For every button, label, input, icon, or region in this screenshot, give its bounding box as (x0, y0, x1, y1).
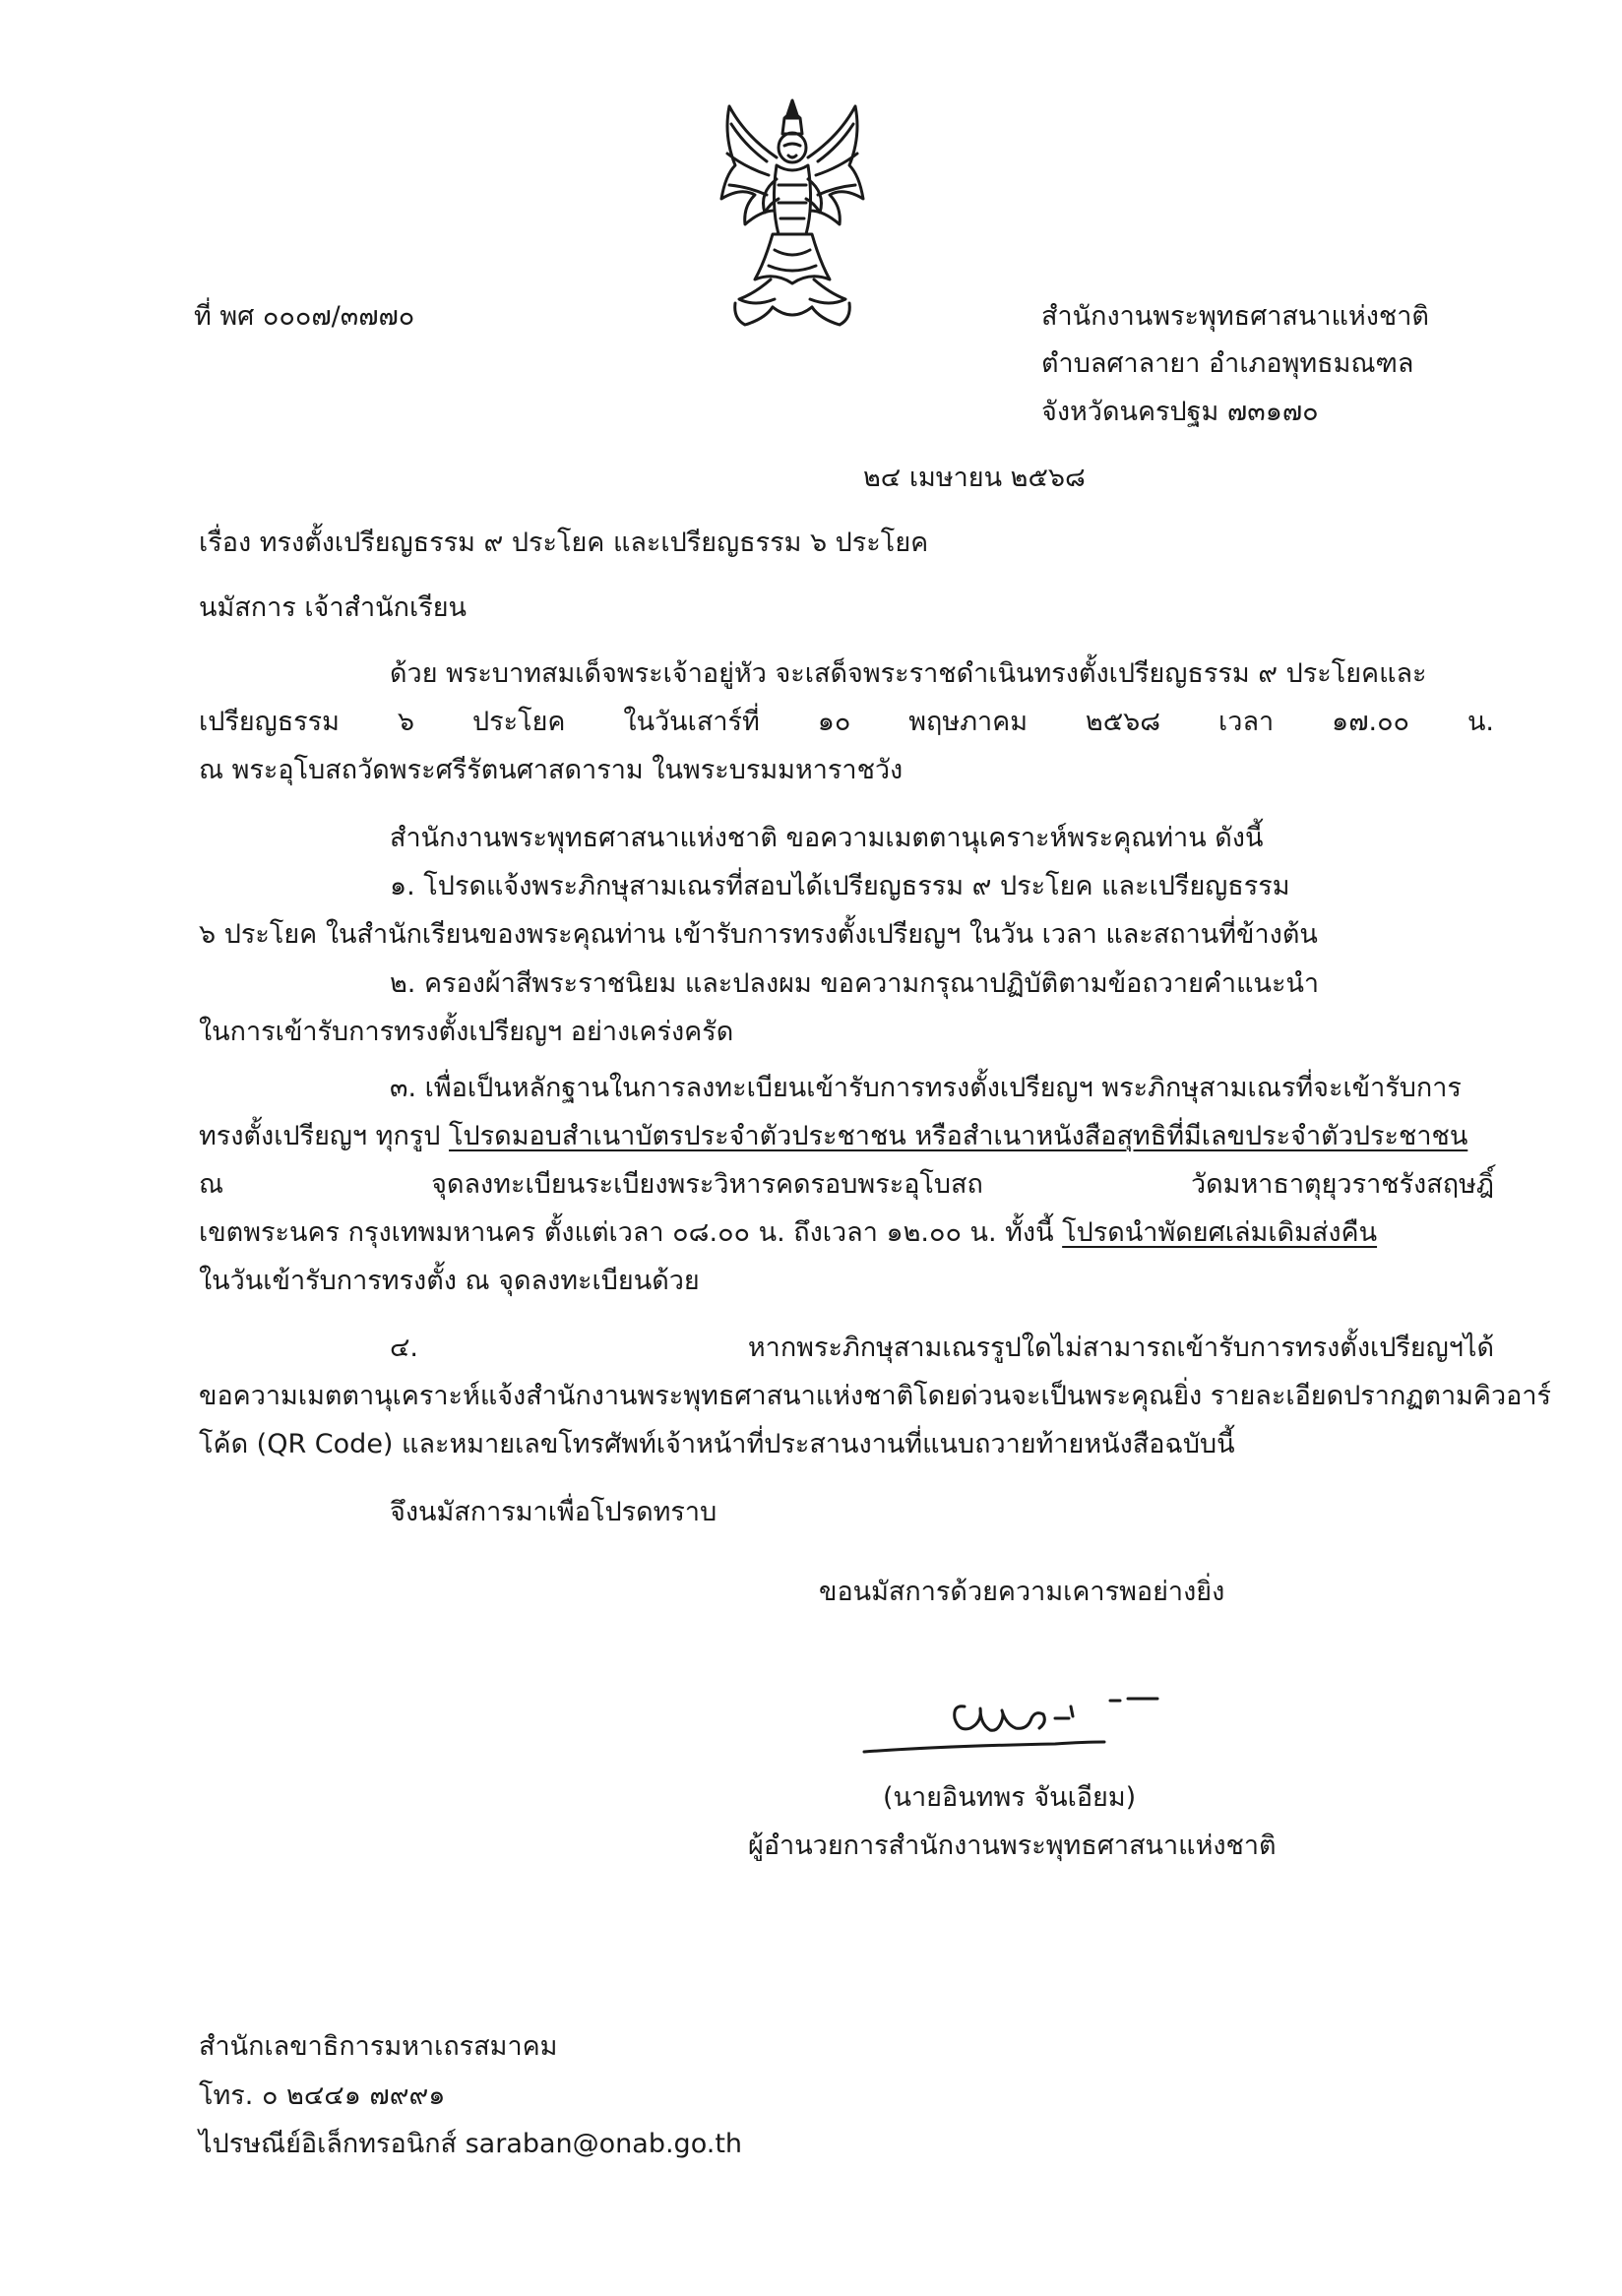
body-line: ณ พระอุโบสถวัดพระศรีรัตนศาสดาราม ในพระบรมมหาราชวัง (199, 755, 904, 785)
garuda-emblem-icon (716, 96, 869, 333)
letter-date: ๒๔ เมษายน ๒๕๖๘ (863, 463, 1086, 493)
list-item-line (199, 1219, 1377, 1246)
list-item-line: ขอความเมตตานุเคราะห์แจ้งสำนักงานพระพุทธศาสนาแห่งชาติโดยด่วนจะเป็นพระคุณยิ่ง รายละเอียดปรากฏตามคิวอาร์ (199, 1381, 1552, 1411)
footer-office: สำนักเลขาธิการมหาเถรสมาคม (199, 2031, 558, 2062)
org-address-line: จังหวัดนครปฐม ๗๓๑๗๐ (1041, 397, 1319, 427)
list-item-line: ๖ ประโยค ในสำนักเรียนของพระคุณท่าน เข้ารับการทรงตั้งเปรียญฯ ในวัน เวลา และสถานที่ข้างต้น (199, 919, 1318, 950)
org-address-line: ตำบลศาลายา อำเภอพุทธมณฑล (1041, 348, 1414, 379)
handwritten-signature-icon (858, 1685, 1213, 1764)
body-line: สำนักงานพระพุทธศาสนาแห่งชาติ ขอความเมตตานุเคราะห์พระคุณท่าน ดังนี้ (390, 823, 1264, 853)
list-item-line: ๓. เพื่อเป็นหลักฐานในการลงทะเบียนเข้ารับการทรงตั้งเปรียญฯ พระภิกษุสามเณรที่จะเข้ารับการ (390, 1073, 1462, 1103)
list-item-line: ในวันเข้ารับการทรงตั้ง ณ จุดลงทะเบียนด้วย (199, 1266, 700, 1296)
list-item-line: ๑. โปรดแจ้งพระภิกษุสามเณรที่สอบได้เปรียญธรรม ๙ ประโยค และเปรียญธรรม (390, 871, 1290, 901)
regards-line: ขอนมัสการด้วยความเคารพอย่างยิ่ง (819, 1577, 1225, 1607)
list-item-line: ในการเข้ารับการทรงตั้งเปรียญฯ อย่างเคร่งครัด (199, 1017, 734, 1047)
list-item-text: เขตพระนคร กรุงเทพมหานคร ตั้งแต่เวลา ๐๘.๐๐ น. ถึงเวลา ๑๒.๐๐ น. ทั้งนี้ (199, 1217, 1063, 1248)
list-item-line: ณ จุดลงทะเบียนระเบียงพระวิหารคดรอบพระอุโบสถ วัดมหาธาตุยุวราชรังสฤษฎิ์ (199, 1169, 1494, 1200)
body-line: ด้วย พระบาทสมเด็จพระเจ้าอยู่หัว จะเสด็จพระราชดำเนินทรงตั้งเปรียญธรรม ๙ ประโยคและ (390, 658, 1427, 689)
org-address-line: สำนักงานพระพุทธศาสนาแห่งชาติ (1041, 301, 1429, 332)
closing-line: จึงนมัสการมาเพื่อโปรดทราบ (390, 1497, 717, 1527)
signer-title: ผู้อำนวยการสำนักงานพระพุทธศาสนาแห่งชาติ (748, 1831, 1277, 1861)
footer-email: ไปรษณีย์อิเล็กทรอนิกส์ saraban@onab.go.th (199, 2129, 743, 2159)
list-item-text: ทรงตั้งเปรียญฯ ทุกรูป (199, 1121, 450, 1151)
letter-subject: เรื่อง ทรงตั้งเปรียญธรรม ๙ ประโยค และเปรียญธรรม ๖ ประโยค (199, 527, 929, 558)
list-item-line (199, 1123, 1467, 1149)
footer-phone: โทร. ๐ ๒๔๔๑ ๗๙๙๑ (199, 2080, 446, 2111)
underlined-request: โปรดนำพัดยศเล่มเดิมส่งคืน (1062, 1217, 1378, 1248)
list-item-line: โค้ด (QR Code) และหมายเลขโทรศัพท์เจ้าหน้าที่ประสานงานที่แนบถวายท้ายหนังสือฉบับนี้ (199, 1429, 1235, 1459)
signer-name: (นายอินทพร จันเอียม) (883, 1782, 1137, 1813)
list-item-line: ๒. ครองผ้าสีพระราชนิยม และปลงผม ขอความกรุณาปฏิบัติตามข้อถวายคำแนะนำ (390, 968, 1320, 999)
body-line: เปรียญธรรม ๖ ประโยค ในวันเสาร์ที่ ๑๐ พฤษภาคม ๒๕๖๘ เวลา ๑๗.๐๐ น. (199, 707, 1494, 737)
reference-number: ที่ พศ ๐๐๐๗/๓๗๗๐ (194, 301, 415, 332)
underlined-request: โปรดมอบสำเนาบัตรประจำตัวประชาชน หรือสำเนาหนังสือสุทธิที่มีเลขประจำตัวประชาชน (449, 1121, 1468, 1151)
list-item-line: ๔. หากพระภิกษุสามเณรรูปใดไม่สามารถเข้ารับการทรงตั้งเปรียญฯได้ (390, 1333, 1494, 1363)
letter-salutation: นมัสการ เจ้าสำนักเรียน (199, 592, 467, 623)
